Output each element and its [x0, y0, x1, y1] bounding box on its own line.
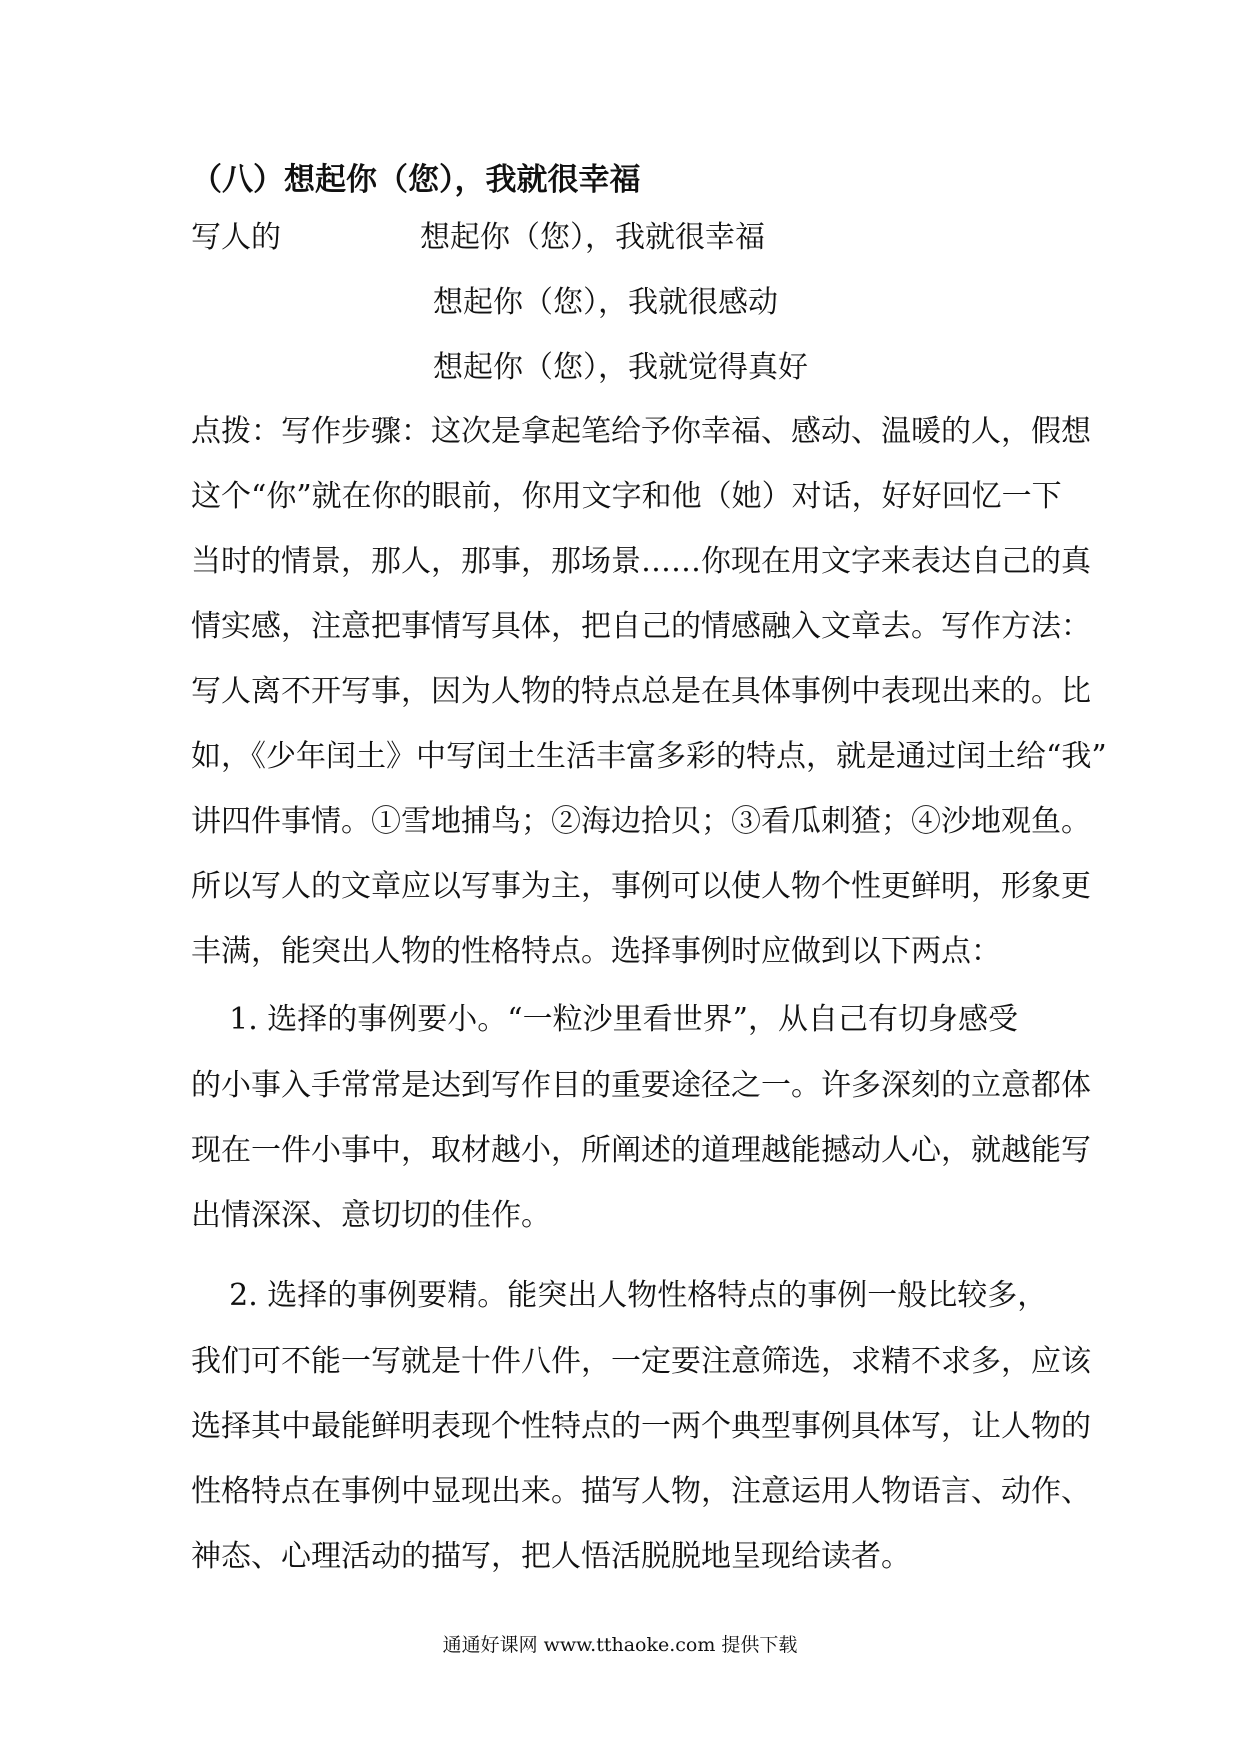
body-line: 讲四件事情。①雪地捕鸟；②海边拾贝；③看瓜刺猹；④沙地观鱼。 [191, 804, 1091, 839]
body-line: 2. 选择的事例要精。能突出人物性格特点的事例一般比较多， [191, 1278, 1048, 1313]
body-line: 选择其中最能鲜明表现个性特点的一两个典型事例具体写，让人物的 [191, 1409, 1091, 1444]
topic-option-3: 想起你（您），我就觉得真好 [433, 350, 808, 385]
body-line: 这个“你”就在你的眼前，你用文字和他（她）对话，好好回忆一下 [191, 479, 1062, 514]
topic-option-2: 想起你（您），我就很感动 [433, 285, 778, 320]
body-line: 当时的情景，那人，那事，那场景……你现在用文字来表达自己的真 [191, 544, 1091, 579]
body-line: 如，《少年闰土》中写闰土生活丰富多彩的特点，就是通过闰土给“我” [191, 739, 1107, 774]
body-line: 点拨：写作步骤：这次是拿起笔给予你幸福、感动、温暖的人，假想 [191, 414, 1091, 449]
body-line: 的小事入手常常是达到写作目的重要途径之一。许多深刻的立意都体 [191, 1068, 1091, 1103]
body-line: 神态、心理活动的描写，把人悟活脱脱地呈现给读者。 [191, 1539, 911, 1574]
body-line: 出情深深、意切切的佳作。 [191, 1198, 551, 1233]
category-label: 写人的 [191, 220, 281, 255]
body-line: 情实感，注意把事情写具体，把自己的情感融入文章去。写作方法： [191, 609, 1091, 644]
body-line: 丰满，能突出人物的性格特点。选择事例时应做到以下两点： [191, 934, 1001, 969]
body-line: 性格特点在事例中显现出来。描写人物，注意运用人物语言、动作、 [191, 1474, 1091, 1509]
page-footer: 通通好课网 www.tthaoke.com 提供下载 [442, 1634, 798, 1656]
body-line: 现在一件小事中，取材越小，所阐述的道理越能撼动人心，就越能写 [191, 1133, 1091, 1168]
body-line: 写人离不开写事，因为人物的特点总是在具体事例中表现出来的。比 [191, 674, 1091, 709]
section-heading: （八）想起你（您），我就很幸福 [191, 162, 641, 198]
topic-option-1: 想起你（您），我就很幸福 [420, 220, 765, 255]
body-line: 1. 选择的事例要小。“一粒沙里看世界”，从自己有切身感受 [191, 1002, 1018, 1037]
body-line: 所以写人的文章应以写事为主，事例可以使人物个性更鲜明，形象更 [191, 869, 1091, 904]
body-line: 我们可不能一写就是十件八件，一定要注意筛选，求精不求多，应该 [191, 1344, 1091, 1379]
